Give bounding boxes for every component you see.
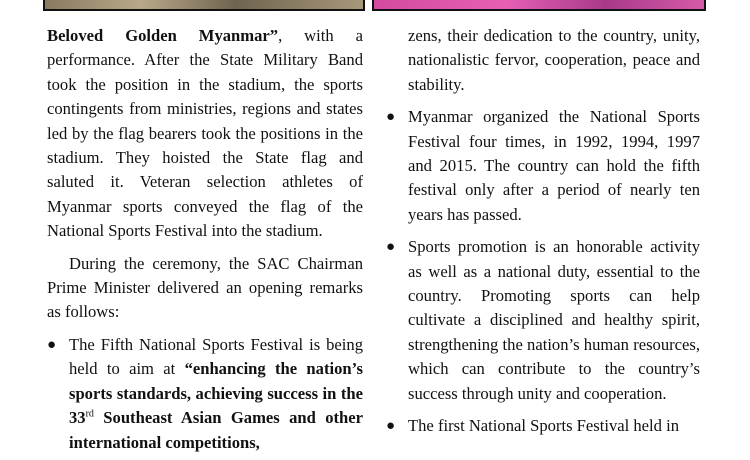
paragraph <box>47 24 363 244</box>
bold-phrase: Beloved Golden Myanmar” <box>47 26 279 45</box>
bullet-item <box>386 235 700 406</box>
bullet-text: Sports promotion is an honorable activity as well as a national duty, essential to the country. Promoting sports can help cultivate a disciplined and healthy spirit, strengthening the nation’s human resources, which can contribute to the country’s success through unity and cooperation. <box>408 237 700 403</box>
bullet-icon: ● <box>47 336 57 353</box>
bullet-item <box>386 105 700 227</box>
bullet-continuation <box>386 24 700 97</box>
bold-phrase: “enhancing the nation’s sports standards, achieving success in the 33 <box>69 359 363 428</box>
paragraph-text: , with a performance. After the State Military Band took the position in the stadium, the sports contingents from ministries, regions and states led by the flag bearers took the positions in the stadium. They hoisted the State flag and saluted it. Veteran selection athletes of Myanmar sports conveyed the flag of the National Sports Festival into the stadium. <box>47 26 363 241</box>
bullet-icon: ● <box>386 239 396 256</box>
ceremony-photo-right <box>372 0 706 11</box>
bullet-text: The Fifth National Sports Festival is being held to aim at <box>69 334 363 379</box>
right-column <box>386 24 700 439</box>
photo-strip <box>0 0 750 13</box>
bullet-text: Myanmar organized the National Sports Festival four times, in 1992, 1994, 1997 and 2015. The country can hold the fifth festival only after a period of nearly ten years has passed. <box>408 107 700 224</box>
bold-phrase: Southeast Asian Games and other international competitions, <box>69 408 363 452</box>
bullet-item <box>47 333 363 455</box>
bullet-icon: ● <box>386 109 396 126</box>
paragraph: During the ceremony, the SAC Chairman Prime Minister delivered an opening remarks as follows: <box>47 253 363 322</box>
left-column <box>47 24 363 455</box>
bullet-icon: ● <box>386 418 396 435</box>
superscript: rd <box>85 408 94 420</box>
bullet-text: zens, their dedication to the country, unity, nationalistic fervor, cooperation, peace and stability. <box>408 26 700 94</box>
ceremony-photo-left <box>43 0 365 11</box>
bullet-text: The first National Sports Festival held in <box>408 416 679 436</box>
bullet-item <box>386 414 700 438</box>
